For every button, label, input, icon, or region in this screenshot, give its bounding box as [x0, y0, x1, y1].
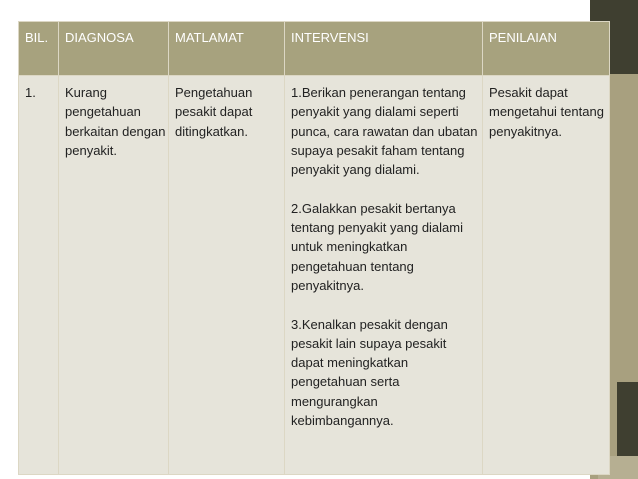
header-diagnosa: DIAGNOSA [59, 22, 169, 76]
cell-penilaian [483, 76, 610, 475]
bil-value: 1. [25, 85, 36, 100]
intervensi-item-1: 1.Berikan penerangan tentang penyakit yang dialami seperti punca, cara rawatan dan ubatan supaya pesakit faham tentang penyakit yang dialami. [291, 85, 478, 178]
cell-diagnosa [59, 76, 169, 475]
header-penilaian: PENILAIAN [483, 22, 610, 76]
table-row [19, 76, 610, 475]
cell-intervensi [285, 76, 483, 475]
table-header-row [19, 22, 610, 76]
decorative-side-block-bottom [617, 382, 638, 458]
cell-matlamat [169, 76, 285, 475]
header-intervensi: INTERVENSI [285, 22, 483, 76]
intervensi-item-3: 3.Kenalkan pesakit dengan pesakit lain supaya pesakit dapat meningkatkan pengetahuan serta mengurangkan kebimbangannya. [291, 316, 448, 429]
matlamat-value: Pengetahuan pesakit dapat ditingkatkan. [175, 85, 253, 139]
penilaian-value: Pesakit dapat mengetahui tentang penyakitnya. [489, 85, 604, 139]
cell-bil [19, 76, 59, 475]
intervensi-item-2: 2.Galakkan pesakit bertanya tentang penyakit yang dialami untuk meningkatkan pengetahuan tentang penyakitnya. [291, 200, 464, 293]
diagnosa-value: Kurang pengetahuan berkaitan dengan penyakit. [65, 85, 166, 158]
nursing-care-plan-table [18, 21, 610, 475]
header-bil: BIL. [19, 22, 59, 76]
header-matlamat: MATLAMAT [169, 22, 285, 76]
